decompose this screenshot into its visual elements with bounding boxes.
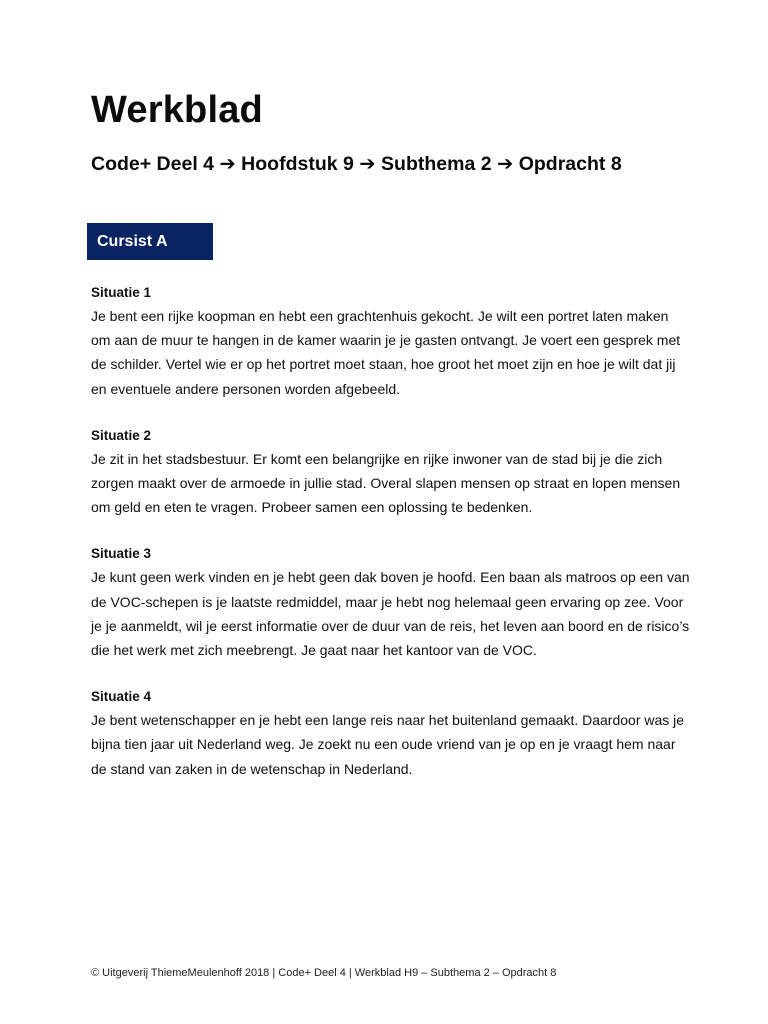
situation-block (91, 425, 691, 520)
situation-block (91, 282, 691, 401)
situations-list (91, 282, 691, 805)
situation-heading: Situatie 3 (91, 546, 152, 562)
page-title: Werkblad (91, 89, 263, 131)
situation-block (91, 543, 691, 662)
situation-heading: Situatie 2 (91, 427, 152, 443)
page-subtitle: Code+ Deel 4 ➔ Hoofdstuk 9 ➔ Subthema 2 ➔ Opdracht 8 (91, 153, 622, 175)
student-badge: Cursist A (87, 223, 213, 260)
situation-text: Je zit in het stadsbestuur. Er komt een belangrijke en rijke inwoner van de stad bij je die zich zorgen maakt over de armoede in jullie stad. Overal slapen mensen op straat en lopen mensen om geld en eten te vragen. Probeer samen een oplossing te bedenken. (91, 450, 681, 516)
situation-text: Je kunt geen werk vinden en je hebt geen dak boven je hoofd. Een baan als matroos op een van de VOC-schepen is je laatste redmiddel, maar je hebt nog helemaal geen ervaring op zee. Voor je je aanmeldt, wil je eerst informatie over de duur van de reis, het leven aan boord en de risico’s die het werk met zich meebrengt. Je gaat naar het kantoor van de VOC. (91, 569, 690, 659)
situation-heading: Situatie 1 (91, 285, 152, 300)
situation-block (91, 686, 691, 781)
situation-text: Je bent een rijke koopman en hebt een grachtenhuis gekocht. Je wilt een portret laten maken om aan de muur te hangen in de kamer waarin je je gasten ontvangt. Je voert een gesprek met de schilder. Vertel wie er op het portret moet staan, hoe groot het moet zijn en hoe je wilt dat jij en eventuele andere personen worden afgebeeld. (91, 308, 681, 397)
page-footer: © Uitgeverij ThiemeMeulenhoff 2018 | Code+ Deel 4 | Werkblad H9 – Subthema 2 – Opdracht 8 (91, 967, 557, 979)
situation-heading: Situatie 4 (91, 689, 152, 705)
situation-text: Je bent wetenschapper en je hebt een lange reis naar het buitenland gemaakt. Daardoor was je bijna tien jaar uit Nederland weg. Je zoekt nu een oude vriend van je op en je vraagt hem naar de stand van zaken in de wetenschap in Nederland. (91, 712, 685, 777)
